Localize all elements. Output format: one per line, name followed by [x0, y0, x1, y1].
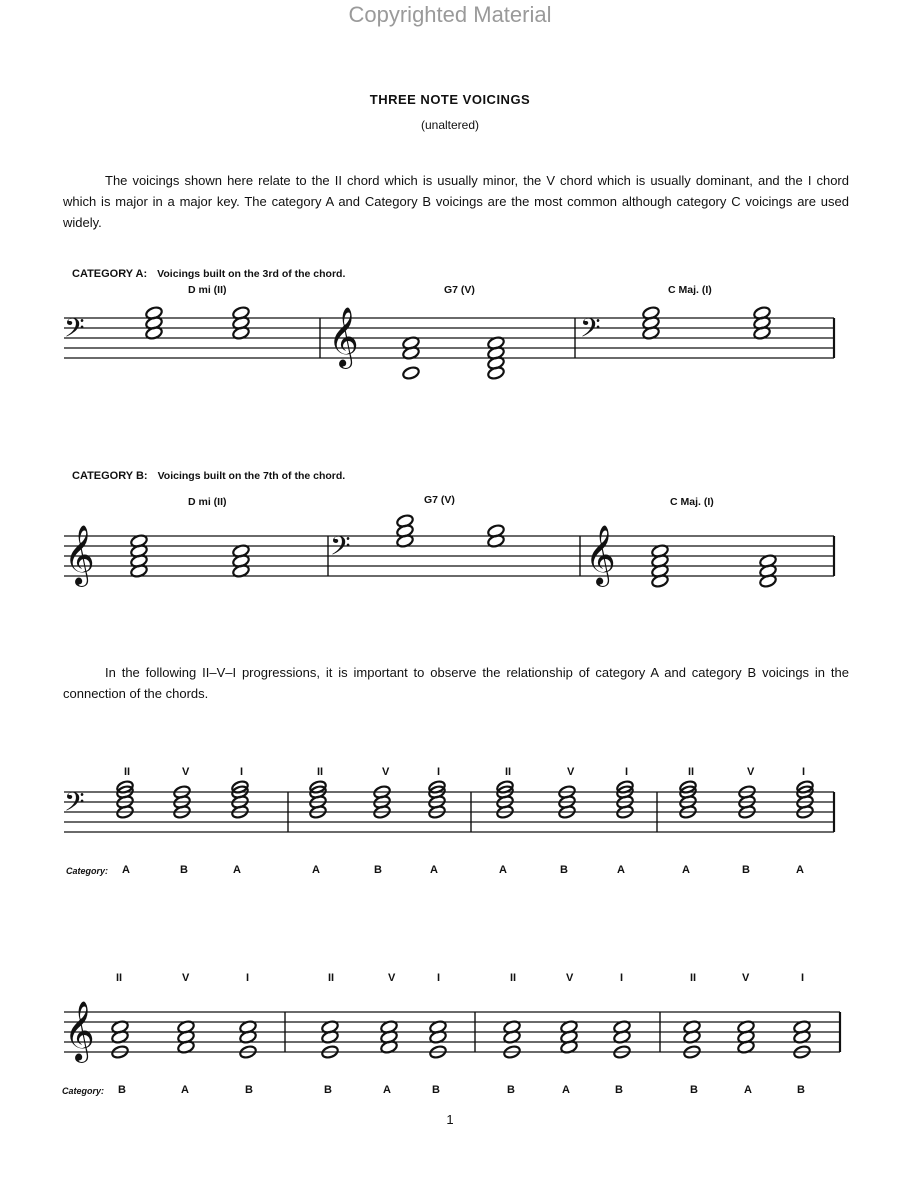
category-letter: B [245, 1084, 253, 1096]
page-subtitle: (unaltered) [420, 118, 480, 132]
treble-clef-icon: 𝄞 [328, 307, 359, 367]
whole-note [402, 366, 420, 381]
category-letter: A [233, 864, 241, 876]
noteheads [111, 306, 814, 1060]
cat-a-chord-dmi: D mi (II) [188, 284, 227, 296]
roman-ii: II [116, 972, 123, 984]
roman-v: V [567, 766, 575, 778]
page-number: 1 [446, 1112, 454, 1127]
bass-clef-icon: 𝄢 [330, 530, 351, 568]
cat-a-chord-cmaj: C Maj. (I) [668, 284, 712, 296]
roman-v: V [566, 972, 574, 984]
roman-i: I [437, 766, 441, 778]
treble-clef-icon: 𝄞 [585, 525, 616, 585]
cat-a-chord-g7: G7 (V) [444, 284, 475, 296]
page-title: THREE NOTE VOICINGS [369, 92, 531, 107]
category-letter: A [312, 864, 320, 876]
category-letter: B [615, 1084, 623, 1096]
roman-ii: II [317, 766, 324, 778]
category-letter: B [797, 1084, 805, 1096]
copyright-watermark: Copyrighted Material [348, 2, 552, 27]
roman-i: I [437, 972, 441, 984]
category-letter: A [430, 864, 438, 876]
bass-clef-icon: 𝄢 [580, 312, 601, 350]
row2-category-word: Category: [62, 1086, 105, 1096]
category-a-label: CATEGORY A: [72, 268, 148, 280]
roman-v: V [382, 766, 390, 778]
intro-paragraph: The voicings shown here relate to the II chord which is usually minor, the V chord which is usually dominant, and the I chord which is major in a major key. The category A and Category B voicings are the most common although category C voicings are used widely. [63, 173, 849, 230]
category-letter: B [507, 1084, 515, 1096]
clefs [64, 307, 616, 1063]
roman-ii: II [690, 972, 697, 984]
category-letter: B [432, 1084, 440, 1096]
category-letter: A [181, 1084, 189, 1096]
roman-i: I [620, 972, 624, 984]
category-letter: B [374, 864, 382, 876]
category-letter: A [499, 864, 507, 876]
category-letter: A [562, 1084, 570, 1096]
row1-category-word: Category: [66, 866, 109, 876]
category-letter: B [324, 1084, 332, 1096]
roman-i: I [625, 766, 629, 778]
category-letter: A [122, 864, 130, 876]
bass-clef-icon: 𝄢 [64, 312, 85, 350]
roman-i: I [246, 972, 250, 984]
category-letter: B [690, 1084, 698, 1096]
roman-v: V [182, 972, 190, 984]
roman-i: I [240, 766, 244, 778]
roman-ii: II [688, 766, 695, 778]
category-letter: A [744, 1084, 752, 1096]
cat-b-chord-dmi: D mi (II) [188, 496, 227, 508]
roman-v: V [747, 766, 755, 778]
category-letter: B [742, 864, 750, 876]
roman-i: I [802, 766, 806, 778]
category-letter: B [560, 864, 568, 876]
roman-ii: II [124, 766, 131, 778]
roman-i: I [801, 972, 805, 984]
progression-paragraph: In the following II–V–I progressions, it is important to observe the relationship of category A and category B voicings in the connection of the chords. [63, 665, 849, 701]
roman-v: V [182, 766, 190, 778]
roman-v: V [742, 972, 750, 984]
category-letter: A [617, 864, 625, 876]
category-letter: A [796, 864, 804, 876]
treble-clef-icon: 𝄞 [64, 525, 95, 585]
roman-ii: II [328, 972, 335, 984]
roman-ii: II [510, 972, 517, 984]
roman-ii: II [505, 766, 512, 778]
cat-b-chord-g7: G7 (V) [424, 494, 455, 506]
category-letter: B [180, 864, 188, 876]
staff-lines [64, 318, 840, 1052]
treble-clef-icon: 𝄞 [64, 1001, 95, 1061]
category-b-description: Voicings built on the 7th of the chord. [157, 470, 346, 482]
bass-clef-icon: 𝄢 [64, 786, 85, 824]
cat-b-chord-cmaj: C Maj. (I) [670, 496, 714, 508]
roman-v: V [388, 972, 396, 984]
category-letter: B [118, 1084, 126, 1096]
category-b-label: CATEGORY B: [72, 470, 148, 482]
category-letter: A [383, 1084, 391, 1096]
category-letter: A [682, 864, 690, 876]
category-a-description: Voicings built on the 3rd of the chord. [157, 268, 346, 280]
